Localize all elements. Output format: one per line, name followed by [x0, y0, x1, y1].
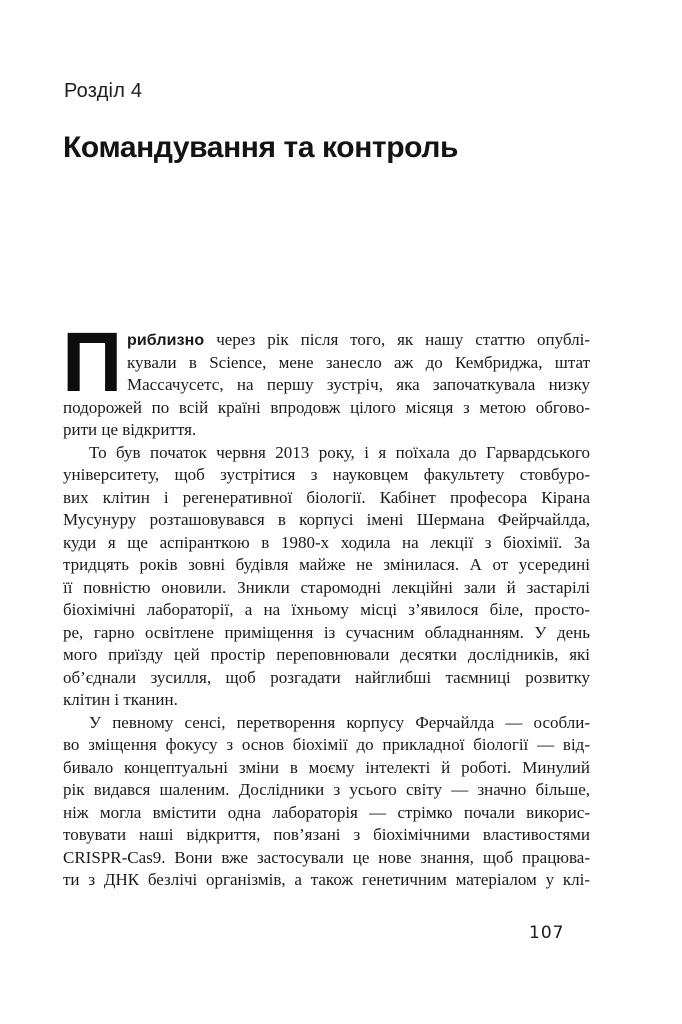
text-line: рік видався шаленим. Дослідники з усього світу — значно більше, [63, 780, 590, 799]
paragraph-dropcap [62, 315, 590, 442]
text-line [63, 329, 590, 352]
text-line: Массачусетс, на першу зустріч, яка започаткувала низку [127, 375, 590, 394]
text-line: клітин і тканин. [63, 690, 178, 709]
text-line: То був початок червня 2013 року, і я поїхала до Гарвардського [89, 442, 590, 462]
text-line: вих клітин і регенеративної біології. Кабінет професора Кірана [63, 487, 590, 507]
text-line: подорожей по всій країні впродовж цілого місяця з метою обгово- [63, 397, 590, 417]
text-line: бивало концептуальні зміни в моєму інтелекті й роботі. Минулий [63, 757, 590, 777]
text-line: університету, щоб зустрітися з науковцем факультету стовбуро- [63, 465, 590, 484]
text-line: ти з ДНК безлічі організмів, а також генетичним матеріалом у клі- [63, 870, 590, 889]
text-line: ре, гарно освітлене приміщення із сучасним обладнанням. У день [63, 622, 590, 642]
text-line: куди я ще аспіранткою в 1980-х ходила на лекції з біохімії. За [63, 532, 590, 552]
text-line: Мусунуру розташовувався в корпусі імені Шермана Фейрчайлда, [63, 510, 590, 529]
text-line: її повністю оновили. Зникли старомодні лекційні зали й застарілі [63, 577, 590, 597]
paragraph-3 [63, 712, 590, 892]
chapter-kicker: Розділ 4 [64, 80, 143, 102]
page-number: 107 [529, 923, 565, 943]
text-line: У певному сенсі, перетворення корпусу Ферчайлда — особли- [89, 712, 590, 732]
text-line: во зміщення фокусу з основ біохімії до прикладної біології — від- [63, 735, 590, 754]
text-line: об’єднали зусилля, щоб розгадати найглибші таємниці розвитку [63, 667, 590, 687]
paragraph-lines [63, 397, 590, 442]
text-line: товувати наші відкриття, пов’язані з біохімічними властивостями [63, 825, 590, 844]
chapter-title: Командування та контроль [63, 131, 459, 164]
paragraph-lines [63, 442, 590, 712]
body-text [62, 315, 590, 892]
line-text: через рік після того, як нашу статтю опублі- [204, 330, 590, 349]
text-line: рити це відкриття. [63, 420, 197, 439]
text-line: ніж могла вмістити одна лабораторія — стрімко почали викорис- [63, 802, 590, 822]
text-line: мого приїзду цей простір переповнювали десятки дослідників, які [63, 645, 590, 664]
paragraph-2 [63, 442, 590, 712]
dropcap-letter: П [62, 315, 121, 409]
text-line: тридцять років зовні будівля майже не змінилася. А от усередині [63, 555, 590, 574]
text-line: біохімічні лабораторії, а на їхньому місці з’явилося біле, просто- [63, 600, 590, 619]
lead-bold-word: риблизно [127, 332, 205, 349]
text-line: кували в Science, мене занесло аж до Кембриджа, штат [127, 352, 590, 372]
paragraph-lines [63, 712, 590, 892]
dropcap-wrapped-lines [63, 352, 590, 397]
text-line: CRISPR-Cas9. Вони вже застосували це нове знання, щоб працюва- [63, 847, 590, 867]
